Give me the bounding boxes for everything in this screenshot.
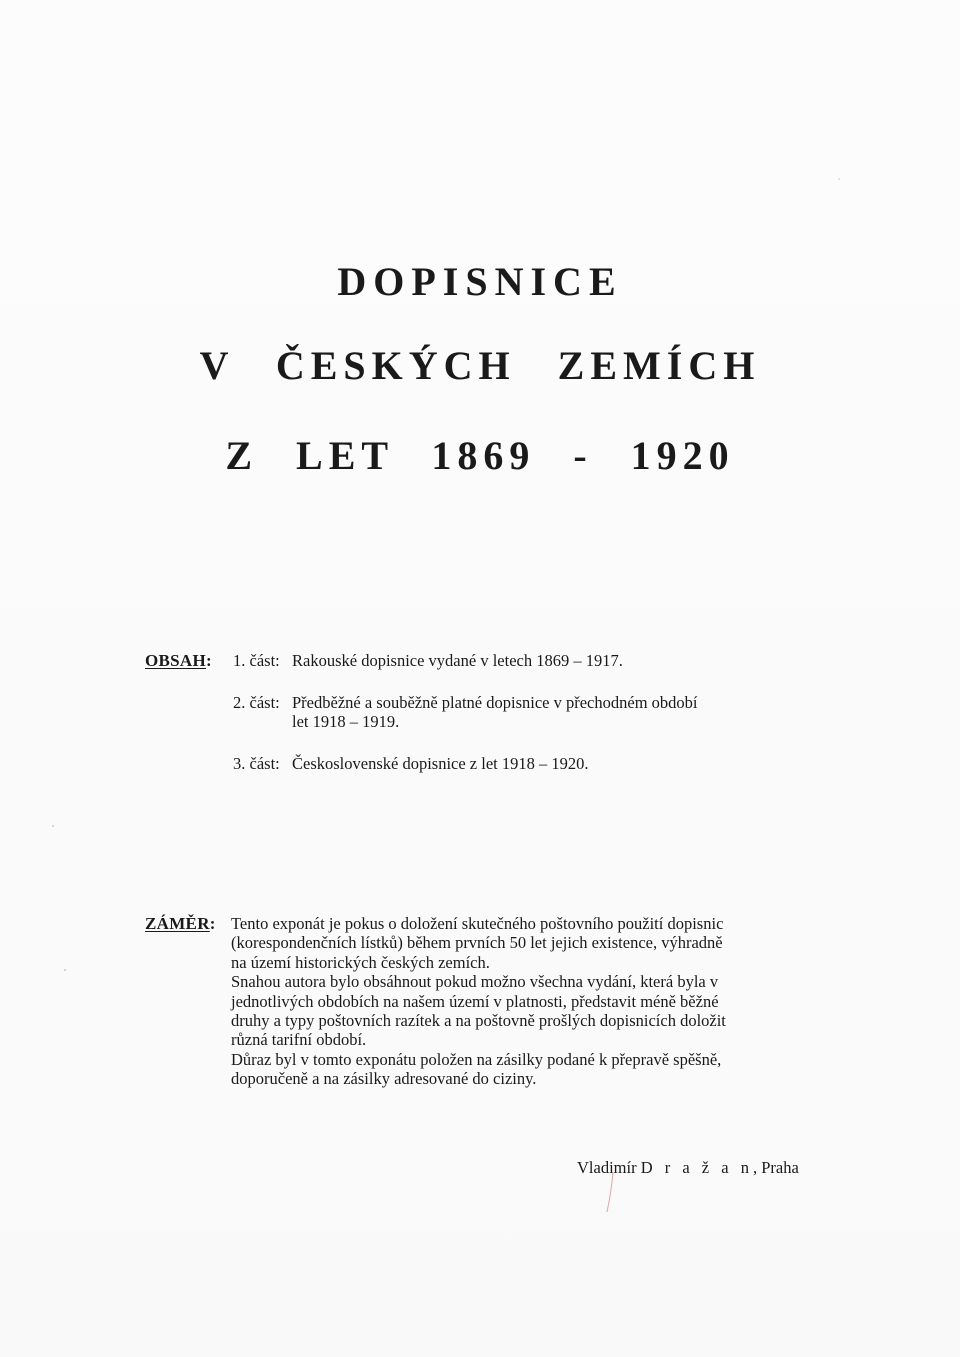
contents-item-2-continuation: let 1918 – 1919. <box>292 712 400 731</box>
contents-label <box>145 651 212 671</box>
contents-item-3-part: 3. část: <box>233 754 280 773</box>
contents-label-text: OBSAH <box>145 651 207 670</box>
intent-label <box>145 914 216 934</box>
intent-label-colon: : <box>209 914 216 933</box>
pen-stroke-icon <box>604 1170 616 1214</box>
author-first-name: Vladimír <box>577 1158 637 1177</box>
intent-label-text: ZÁMĚR <box>145 914 210 933</box>
contents-item-3 <box>233 754 589 773</box>
intent-line-5: jednotlivých obdobích na našem území v platnosti, představit méně běžné <box>231 991 719 1011</box>
author-city: , Praha <box>752 1158 799 1177</box>
intent-paragraph <box>231 914 791 1089</box>
paper-speck <box>838 178 840 180</box>
title-line-2: V ČESKÝCH ZEMÍCH <box>199 343 761 388</box>
contents-item-3-text: Československé dopisnice z let 1918 – 1920. <box>292 754 589 773</box>
author-surname: D r a ž a n <box>640 1158 753 1177</box>
intent-line-1: Tento exponát je pokus o doložení skutečného poštovního použití dopisnic <box>231 914 724 933</box>
intent-line-7: různá tarifní období. <box>231 1030 367 1050</box>
contents-item-1-part: 1. část: <box>233 651 280 670</box>
intent-line-3: na území historických českých zemích. <box>231 952 490 972</box>
contents-item-1-text: Rakouské dopisnice vydané v letech 1869 – 1917. <box>292 651 623 670</box>
title-line-1: DOPISNICE <box>337 259 623 304</box>
contents-item-2 <box>233 693 698 712</box>
intent-line-9: doporučeně a na zásilky adresované do ciziny. <box>231 1069 537 1089</box>
contents-label-colon: : <box>206 651 212 670</box>
contents-item-1 <box>233 651 623 670</box>
contents-item-2-text: Předběžné a souběžně platné dopisnice v přechodném období <box>292 693 698 712</box>
intent-line-8: Důraz byl v tomto exponátu položen na zásilky podané k přepravě spěšně, <box>231 1049 722 1069</box>
contents-item-2-part: 2. část: <box>233 693 280 712</box>
title-line-3: Z LET 1869 - 1920 <box>225 433 735 478</box>
paper-speck <box>52 825 54 827</box>
paper-speck <box>64 969 66 971</box>
intent-line-6: druhy a typy poštovních razítek a na poštovně prošlých dopisnicích doložit <box>231 1011 726 1031</box>
intent-line-2: (korespondenčních lístků) během prvních 50 let jejich existence, výhradně <box>231 933 723 953</box>
intent-line-4: Snahou autora bylo obsáhnout pokud možno všechna vydání, která byla v <box>231 972 719 992</box>
